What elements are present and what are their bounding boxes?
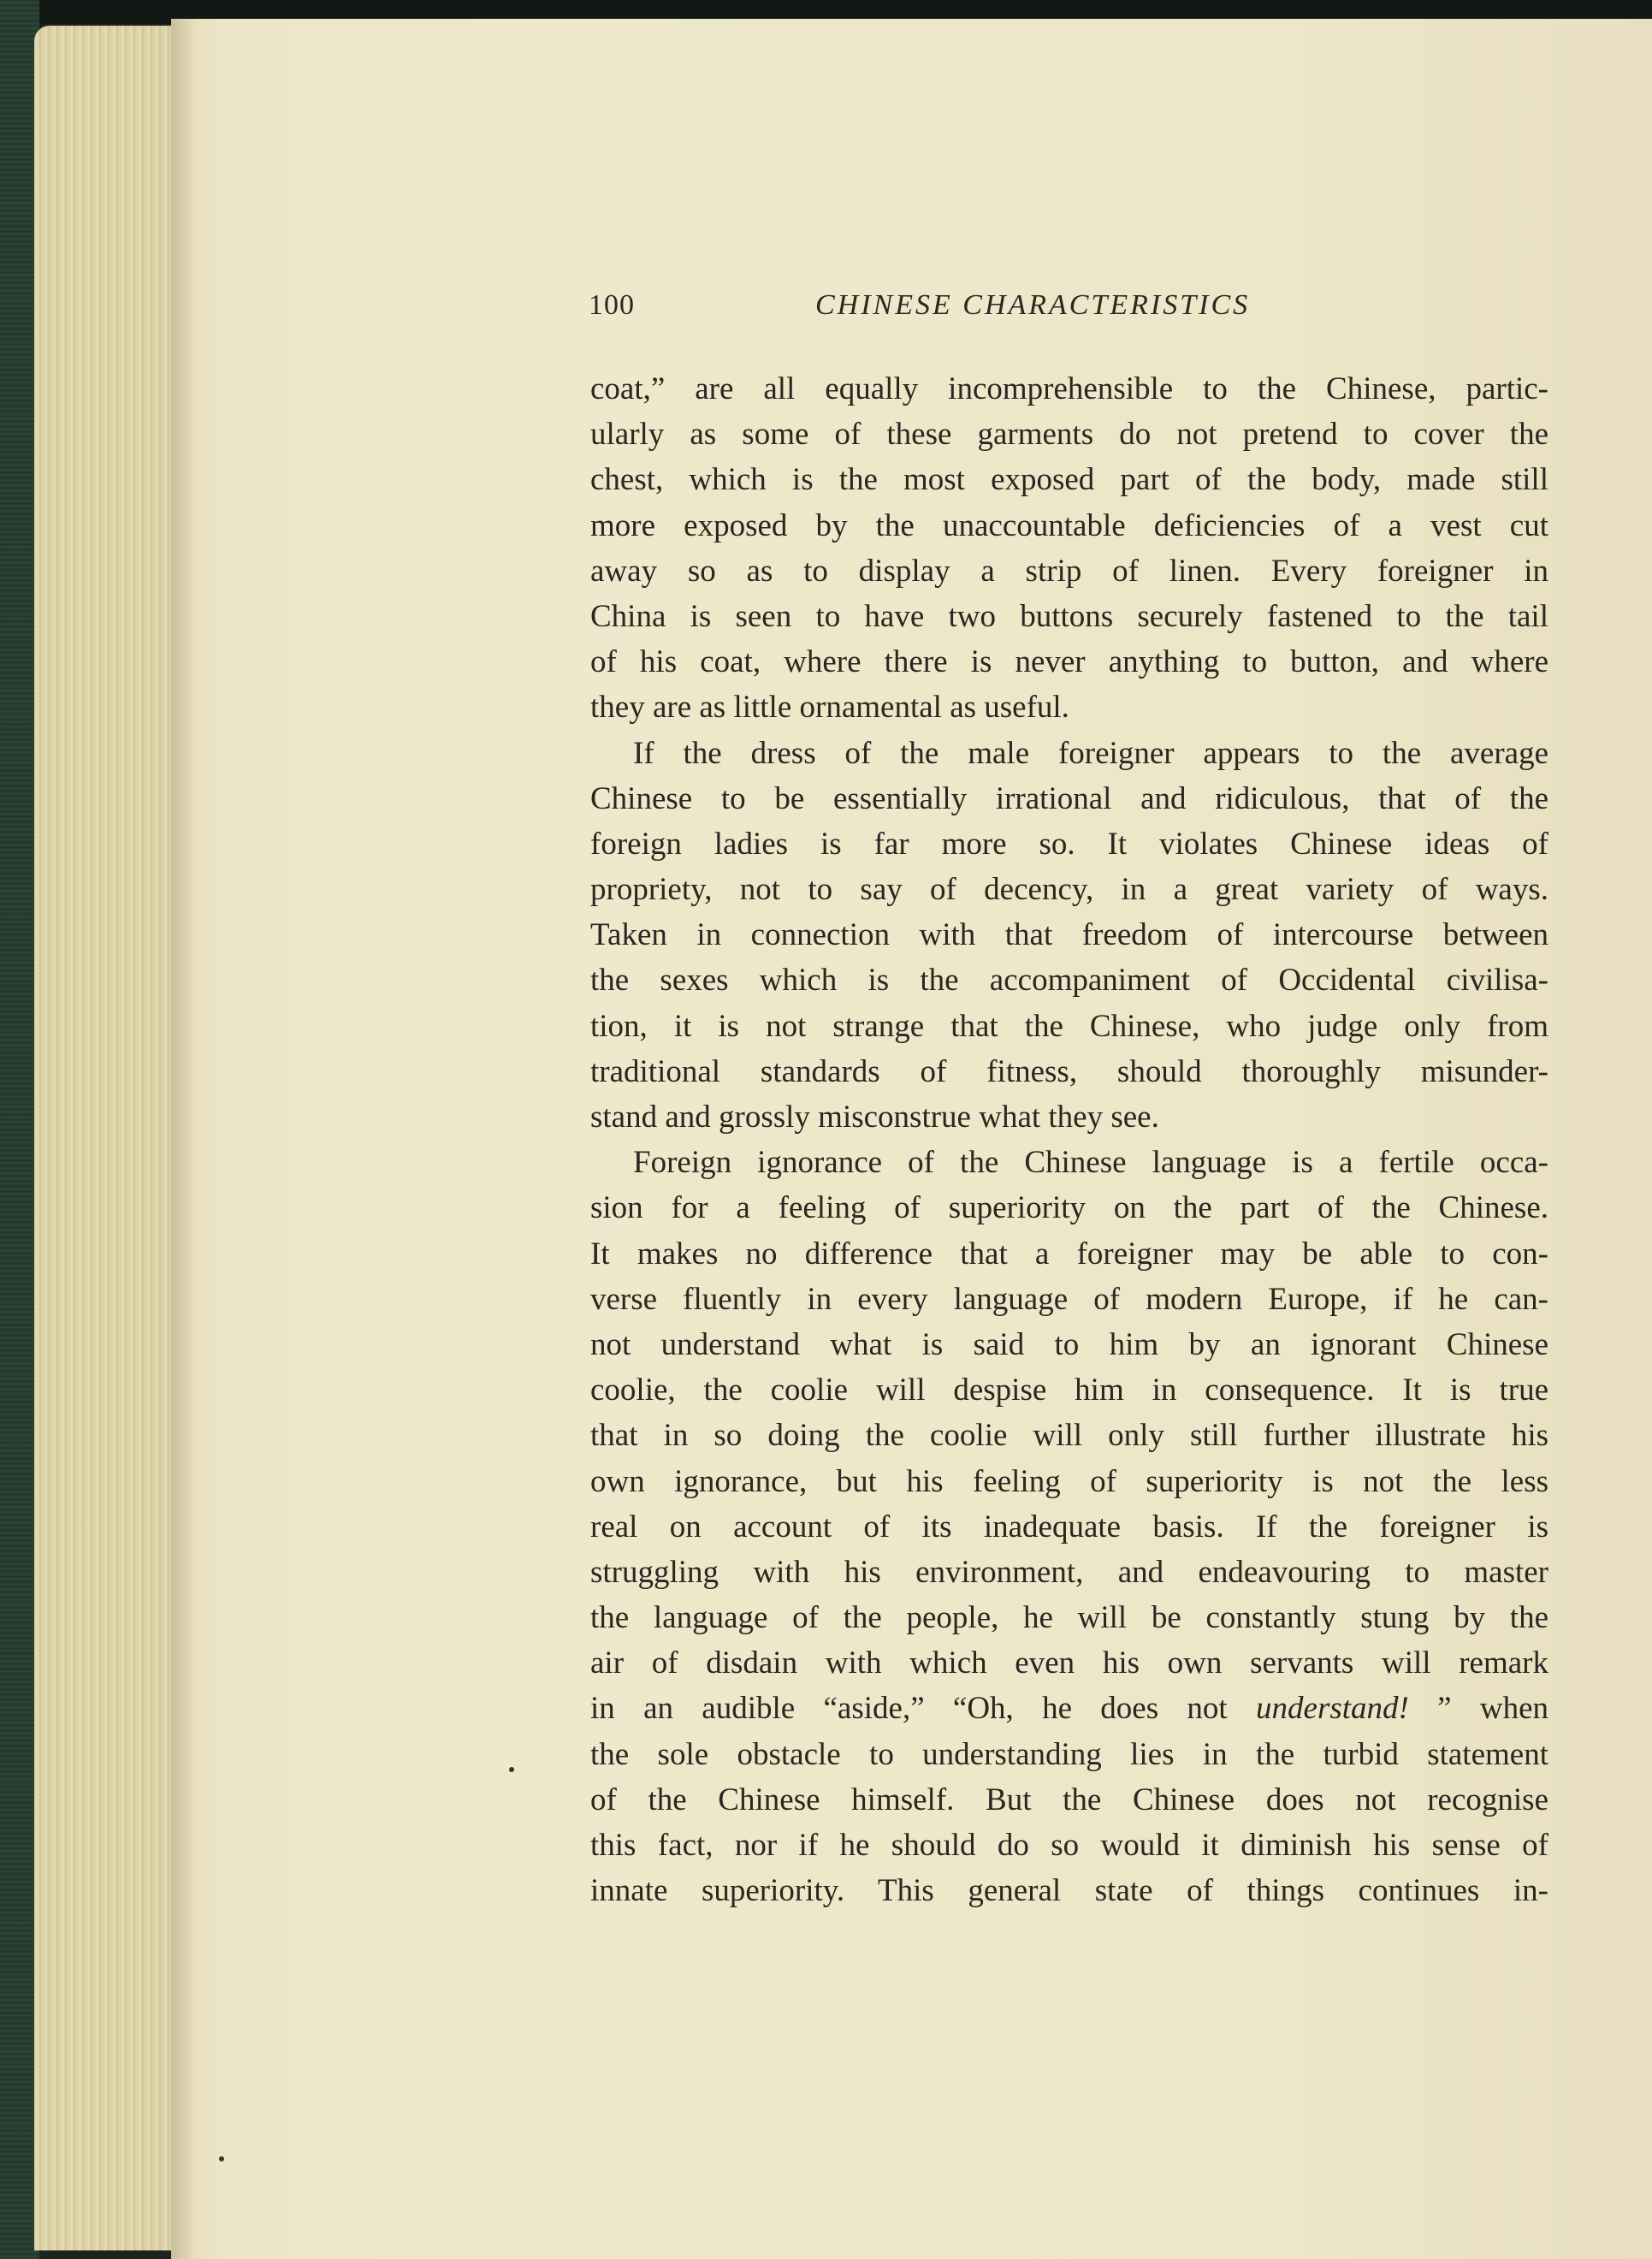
text-line: of his coat, where there is never anything to button, and where [590,644,1548,680]
text-line: It makes no difference that a foreigner may be able to con- [590,1236,1548,1272]
text-line: stand and grossly misconstrue what they see. [590,1100,1159,1135]
paragraph-first-line: Foreign ignorance of the Chinese language is a fertile occa- [633,1145,1548,1181]
text-line: sion for a feeling of superiority on the part of the Chinese. [590,1190,1548,1226]
text-line: they are as little ornamental as useful. [590,690,1069,726]
text-line: the sexes which is the accompaniment of Occidental civilisa- [590,963,1548,999]
line-part: ” when [1408,1691,1548,1727]
running-title: CHINESE CHARACTERISTICS [815,289,1251,321]
text-line-with-italic [590,1686,1548,1731]
text-line: that in so doing the coolie will only still further illustrate his [590,1418,1548,1454]
text-line: China is seen to have two buttons securely fastened to the tail [590,598,1548,634]
text-line: more exposed by the unaccountable deficiencies of a vest cut [590,507,1548,543]
text-line: Chinese to be essentially irrational and ridiculous, that of the [590,780,1548,816]
text-line: coat,” are all equally incomprehensible to the Chinese, partic- [590,371,1548,406]
gutter-shadow [171,19,197,2259]
text-line: Taken in connection with that freedom of intercourse between [590,917,1548,953]
text-line: the sole obstacle to understanding lies in the turbid statement [590,1736,1548,1772]
text-line: of the Chinese himself. But the Chinese does not recognise [590,1782,1548,1817]
text-line: tion, it is not strange that the Chinese, who judge only from [590,1008,1548,1044]
text-line: struggling with his environment, and endeavouring to master [590,1554,1548,1590]
text-line: ularly as some of these garments do not pretend to cover the [590,417,1548,453]
text-line: real on account of its inadequate basis. If the foreigner is [590,1509,1548,1545]
text-line: own ignorance, but his feeling of superiority is not the less [590,1463,1548,1499]
text-line: air of disdain with which even his own servants will remark [590,1645,1548,1681]
text-line: chest, which is the most exposed part of the body, made still [590,462,1548,498]
text-line: propriety, not to say of decency, in a great variety of ways. [590,872,1548,908]
text-line: verse fluently in every language of modern Europe, if he can- [590,1281,1548,1317]
line-part: in an audible “aside,” “Oh, he does not [590,1691,1257,1727]
running-head [589,289,1555,341]
text-line: coolie, the coolie will despise him in consequence. It is true [590,1373,1548,1408]
paragraph-first-line: If the dress of the male foreigner appears to the average [633,735,1548,771]
page-speck [219,2156,224,2161]
text-line: this fact, nor if he should do so would it diminish his sense of [590,1828,1548,1863]
text-line: not understand what is said to him by an ignorant Chinese [590,1326,1548,1362]
text-line: foreign ladies is far more so. It violates Chinese ideas of [590,826,1548,862]
page-speck [509,1767,514,1772]
text-line: away so as to display a strip of linen. Every foreigner in [590,553,1548,589]
page-number: 100 [589,289,635,321]
text-line: traditional standards of fitness, should thoroughly misunder- [590,1053,1548,1089]
text-line: innate superiority. This general state of things continues in- [590,1873,1548,1909]
text-line: the language of the people, he will be constantly stung by the [590,1600,1548,1636]
italic-word: understand! [1256,1691,1409,1727]
page-edges [34,26,184,2250]
body-text [590,366,1548,1913]
